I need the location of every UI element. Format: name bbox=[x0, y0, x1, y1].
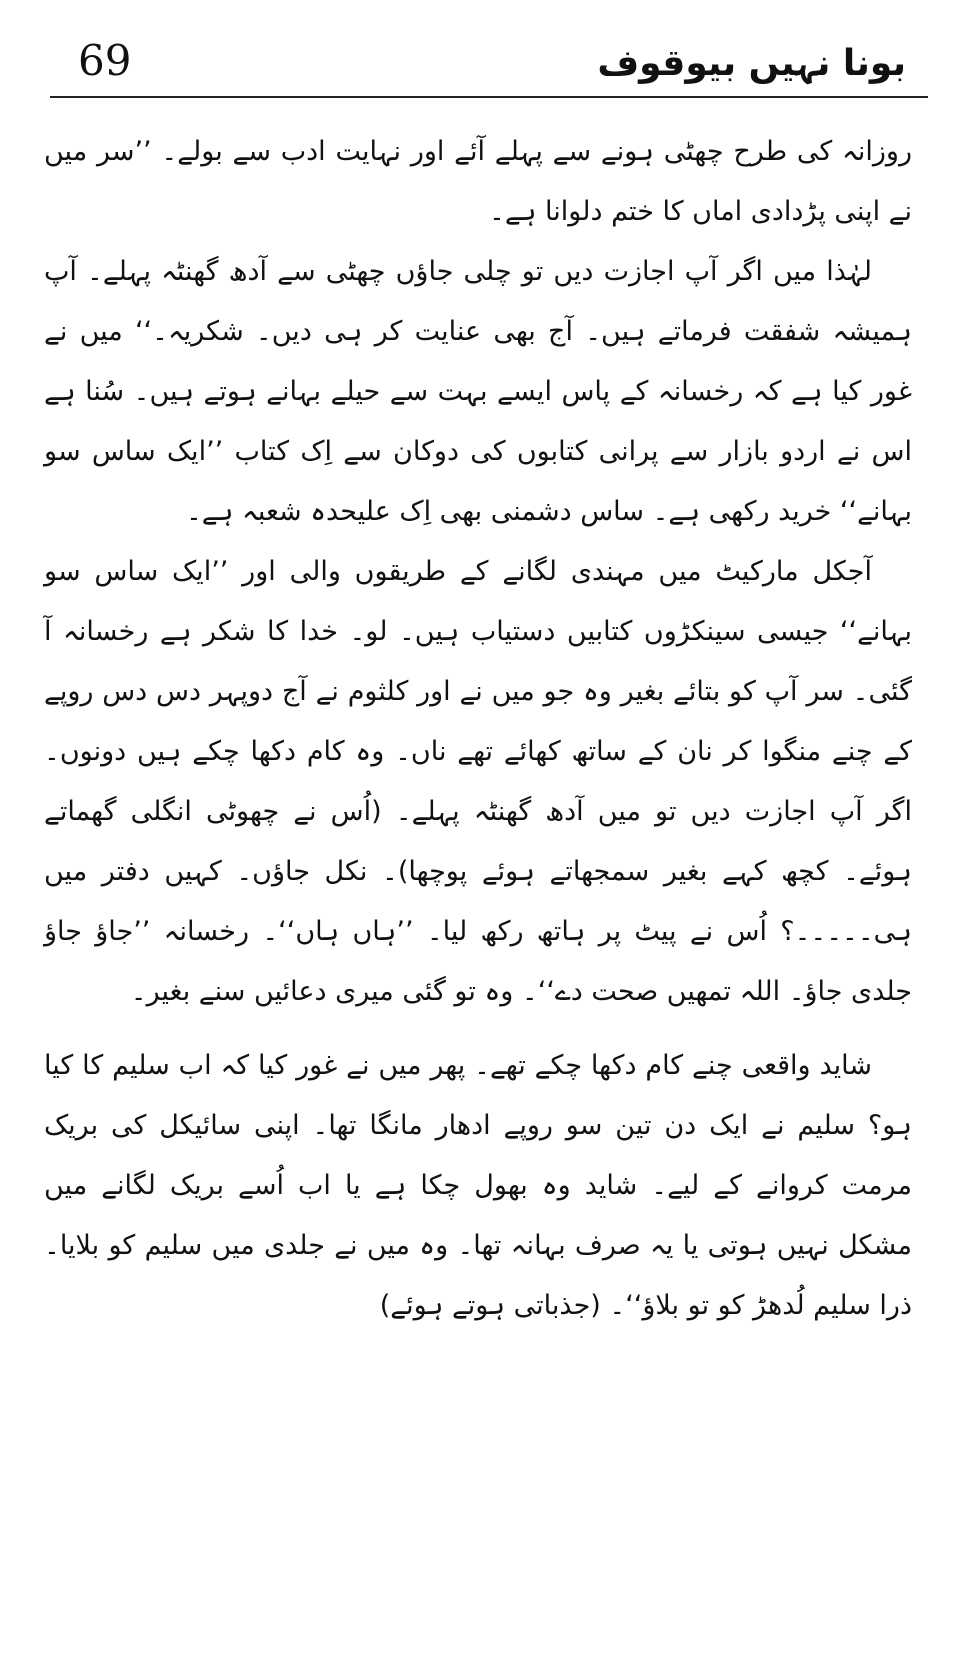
paragraph-1: روزانہ کی طرح چھٹی ہونے سے پہلے آئے اور نہایت ادب سے بولے۔ ’’سر میں نے اپنی پڑدادی اماں کا ختم دلوانا ہے۔ bbox=[44, 136, 912, 227]
paragraph-2: لہٰذا میں اگر آپ اجازت دیں تو چلی جاؤں چھٹی سے آدھ گھنٹہ پہلے۔ آپ ہمیشہ شفقت فرماتے ہیں۔ آج بھی عنایت کر ہی دیں۔ شکریہ۔‘‘ میں نے غور کیا ہے کہ رخسانہ کے پاس ایسے بہت سے حیلے بہانے ہوتے ہیں۔ سُنا ہے اس نے اردو بازار سے پرانی کتابوں کی دوکان سے اِک کتاب ’’ایک ساس سو بہانے‘‘ خرید رکھی ہے۔ ساس دشمنی بھی اِک علیحدہ شعبہ ہے۔ bbox=[44, 256, 912, 527]
paragraph-3: آجکل مارکیٹ میں مہندی لگانے کے طریقوں والی اور ’’ایک ساس سو بہانے‘‘ جیسی سینکڑوں کتابیں دستیاب ہیں۔ لو۔ خدا کا شکر ہے رخسانہ آ گئی۔ سر آپ کو بتائے بغیر وہ جو میں نے اور کلثوم نے آج دوپہر دس دس روپے کے چنے منگوا کر نان کے ساتھ کھائے تھے ناں۔ وہ کام دکھا چکے ہیں دونوں۔ اگر آپ اجازت دیں تو میں آدھ گھنٹہ پہلے۔ (اُس نے چھوٹی انگلی گھماتے ہوئے۔ کچھ کہے بغیر سمجھاتے ہوئے پوچھا)۔ نکل جاؤں۔ کہیں دفتر میں ہی۔۔۔۔۔؟ اُس نے پیٹ پر ہاتھ رکھ لیا۔ ’’ہاں ہاں‘‘۔ رخسانہ ’’جاؤ جاؤ جلدی جاؤ۔ اللہ تمھیں صحت دے‘‘۔ وہ تو گئی میری دعائیں سنے بغیر۔ bbox=[44, 556, 912, 1007]
paragraph-4: شاید واقعی چنے کام دکھا چکے تھے۔ پھر میں نے غور کیا کہ اب سلیم کا کیا ہو؟ سلیم نے ایک دن تین سو روپے ادھار مانگا تھا۔ اپنی سائیکل کی بریک مرمت کروانے کے لیے۔ شاید وہ بھول چکا ہے یا اب اُسے بریک لگانے میں مشکل نہیں ہوتی یا یہ صرف بہانہ تھا۔ وہ میں نے جلدی میں سلیم کو بلایا۔ ذرا سلیم لُدھڑ کو تو بلاؤ‘‘۔ (جذباتی ہوتے ہوئے) bbox=[44, 1050, 912, 1321]
header-rule bbox=[50, 96, 928, 98]
running-title: بونا نہیں بیوقوف bbox=[597, 43, 906, 84]
page-number: 69 bbox=[78, 36, 132, 85]
body-text bbox=[44, 122, 912, 1336]
